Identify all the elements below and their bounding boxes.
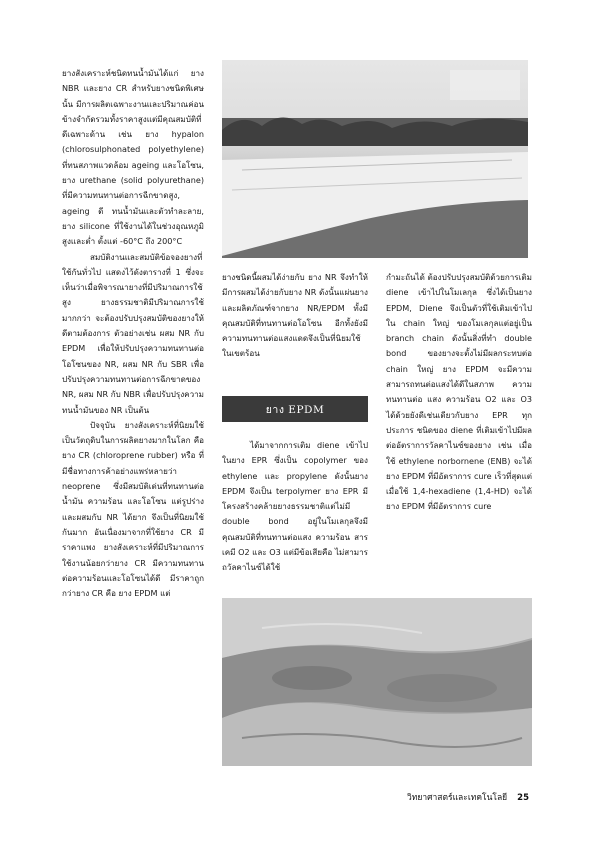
page-number: 25 [517, 793, 529, 803]
column-3-paragraph-1: กำมะถันได้ ต้องปรับปรุงสมบัติด้วยการเติม diene เข้าไปในโมเลกุล ซึ่งได้เป็นยาง EPDM, Diene จึงเป็นตัวที่ใช้เติมเข้าไปใน chain ใหญ่ ของโมเลกุลแต่อยู่เป็น branch chain ดังนั้นสิ่งที่ทำ double bond ของยางจะตั้งไม่มีผลกระทบต่อ chain ใหญ่ ยาง EPDM จะมีความสามารถทนต่อแสงได้ดีในสภาพ ความทนทานต่อ แสง ความร้อน O2 และ O3 ได้ด้วยยังดีเช่นเดียวกับยาง EPR ทุกประการ ชนิดของ diene ที่เติมเข้าไปมีผลต่ออัตราการวัลคาไนซ์ของยาง เช่น เมื่อใช้ ethylene norbornene (ENB) จะได้ยาง EPDM ที่มีอัตราการ cure เร็วที่สุดแต่เมื่อใช้ 1,4-hexadiene (1,4-HD) จะได้ยาง EPDM ที่มีอัตราการ cure [386, 272, 532, 512]
section-heading-box [222, 396, 368, 422]
column-2-top [222, 270, 368, 362]
pond-liner-image [222, 60, 528, 258]
pond-liner-photo [222, 60, 528, 258]
column-1-paragraph-2: สมบัติงานและสมบัติข้อจองยางที่ใช้กันทั่วไป แสดงไว้ดังตารางที่ 1 ซึ่งจะเห็นว่าเมื่อพิจารณายางที่มีปริมาณการใช้สูง ยางธรรมชาติมีปริมาณการใช้มากกว่า จะต้องปรับปรุงสมบัติของยางให้ดีตามต้องการ ตัวอย่างเช่น ผสม NR กับ EPDM เพื่อให้ปรับปรุงความทนทานต่อโอโซนของ NR, ผสม NR กับ SBR เพื่อปรับปรุงความทนทานต่อการฉีกขาดของ NR, ผสม NR กับ NBR เพื่อปรับปรุงความทนน้ำมันของ NR เป็นต้น [62, 251, 204, 415]
journal-name: วิทยาศาสตร์และเทคโนโลยี [407, 793, 508, 803]
eroded-ground-image [222, 598, 532, 766]
column-1-paragraph-1: ยางสังเคราะห์ชนิดทนน้ำมันได้แก่ ยาง NBR และยาง CR สำหรับยางชนิดพิเศษนั้น มีการผลิตเฉพาะงานและปริมาณค่อนข้างจำกัดรวมทั้งราคาสูงแต่มีคุณสมบัติที่ดีเฉพาะด้าน เช่น ยาง hypalon (chlorosulphonated polyethylene) ที่ทนสภาพแวดล้อม ageing และโอโซน, ยาง urethane (solid polyurethane) ที่มีความทนทานต่อการฉีกขาดสูง, ageing ดี ทนน้ำมันและตัวทำละลาย, ยาง silicone ที่ใช้งานได้ในช่วงอุณหภูมิสูงและต่ำ ตั้งแต่ -60°C ถึง 200°C [62, 68, 204, 247]
column-1-paragraph-3: ปัจจุบัน ยางสังเคราะห์ที่นิยมใช้เป็นวัตถุดิบในการผลิตยางมากในโลก คือ ยาง CR (chloroprene rubber) หรือ ที่มีชื่อทางการค้าอย่างแพร่หลายว่า neoprene ซึ่งมีสมบัติเด่นที่ทนทานต่อน้ำมัน ความร้อน และโอโซน แต่รูปร่างและผสมกับ NR ได้ยาก จึงเป็นที่นิยมใช้กันมาก อันเนื่องมาจากที่ใช้ยาง CR มีราคาแพง ยางสังเคราะห์ที่มีปริมาณการใช้งานน้อยกว่ายาง CR มีความทนทานต่อความร้อนและโอโซนได้ดี มีราคาถูกกว่ายาง CR คือ ยาง EPDM แต่ [62, 419, 204, 599]
column-1 [62, 66, 204, 601]
column-3 [386, 270, 532, 515]
column-2-bottom [222, 438, 368, 576]
column-2-paragraph-1: ยางชนิดนี้ผสมได้ง่ายกับ ยาง NR จึงทำให้มีการผสมได้ง่ายกับยาง NR ดังนั้นแผ่นยางและผลิตภัณฑ์จากยาง NR/EPDM ทั้งมีคุณสมบัติที่ทนทานต่อโอโซน อีกทั้งยังมีความทนทานต่อแสงแดดจึงเป็นที่นิยมใช้ในเขตร้อน [222, 272, 368, 359]
column-2-paragraph-2: ได้มาจากการเติม diene เข้าไปในยาง EPR ซึ่งเป็น copolymer ของ ethylene และ propylene ดังนั้นยาง EPDM จึงเป็น terpolymer ยาง EPR มีโครงสร้างคล้ายยางธรรมชาติแต่ไม่มี double bond อยู่ในโมเลกุลจึงมีคุณสมบัติที่ทนทานต่อแสง ความร้อน สารเคมี O2 และ O3 แต่มีข้อเสียคือ ไม่สามารถวัลคาไนซ์ได้ใช้ [222, 440, 368, 573]
section-heading-epdm: ยาง EPDM [265, 403, 325, 416]
eroded-ground-photo [222, 598, 532, 766]
page-footer [407, 790, 529, 804]
